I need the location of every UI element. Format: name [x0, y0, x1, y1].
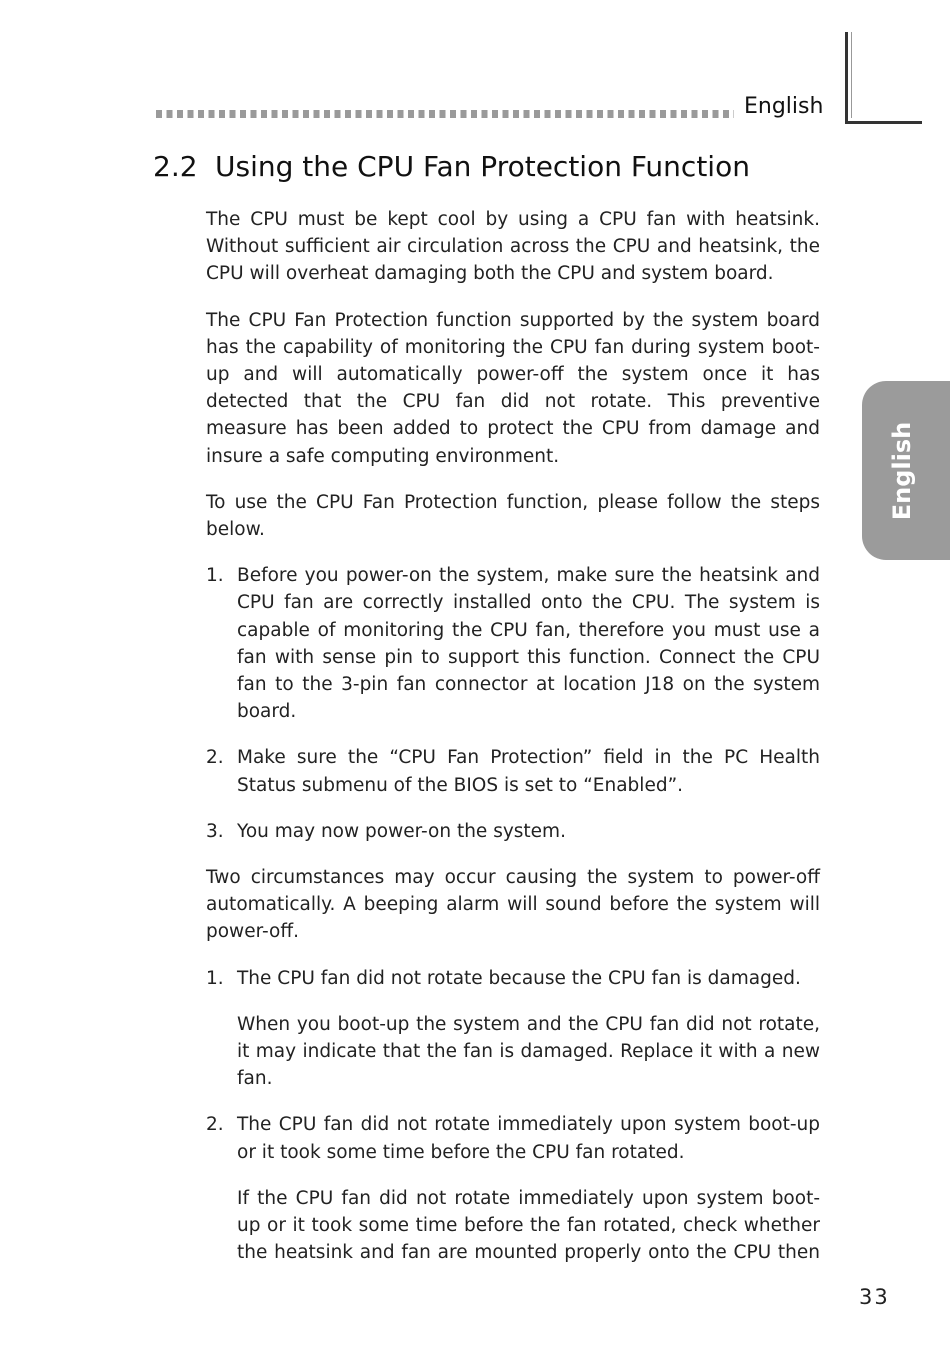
header-dotted-rule — [156, 110, 734, 118]
page-number: 33 — [859, 1285, 890, 1309]
circumstance-item — [206, 965, 820, 992]
step-text: Make sure the “CPU Fan Protection” field in the PC Health Status submenu of the BIOS is set to “Enabled”. — [237, 747, 820, 796]
circumstance-number: 1. — [206, 967, 224, 989]
step-item — [206, 818, 820, 845]
paragraph: To use the CPU Fan Protection function, please follow the steps below. — [206, 491, 820, 541]
corner-mark-vertical — [845, 32, 848, 124]
circumstance-number: 2. — [206, 1114, 224, 1136]
step-number: 1. — [206, 565, 224, 587]
circumstance-text: The CPU fan did not rotate immediately upon system boot-up or it took some time before the CPU fan rotated. — [237, 1114, 820, 1163]
paragraph: The CPU must be kept cool by using a CPU fan with heatsink. Without sufficient air circulation across the CPU and heatsink, the CPU will overheat damaging both the CPU and system board. — [206, 209, 820, 285]
circumstances-intro: Two circumstances may occur causing the system to power-off automatically. A beeping alarm will sound before the system will power-off. — [206, 867, 820, 943]
step-text: Before you power-on the system, make sure the heatsink and CPU fan are correctly installed onto the CPU. The system is capable of monitoring the CPU fan, therefore you must use a fan with sense pin to support this function. Connect the CPU fan to the 3-pin fan connector at location J18 on the system board. — [237, 565, 820, 723]
step-text: You may now power-on the system. — [237, 820, 566, 842]
paragraph: The CPU Fan Protection function supported by the system board has the capability of monitoring the CPU fan during system boot-up and will automatically power-off the system once it has detected that the CPU fan did not rotate. This preventive measure has been added to protect the CPU from damage and insure a safe computing environment. — [206, 309, 820, 467]
language-side-tab — [862, 381, 950, 560]
circumstance-detail: When you boot-up the system and the CPU fan did not rotate, it may indicate that the fan is damaged. Replace it with a new fan. — [237, 1013, 820, 1090]
section-title: Using the CPU Fan Protection Function — [215, 150, 750, 183]
circumstance-text: The CPU fan did not rotate because the CPU fan is damaged. — [237, 967, 801, 989]
body-content — [206, 206, 820, 1286]
side-tab-label: English — [888, 421, 916, 520]
step-item — [206, 744, 820, 798]
circumstance-detail: If the CPU fan did not rotate immediately upon system boot-up or it took some time before the fan rotated, check whether the heatsink and fan are mounted properly onto the CPU then — [237, 1187, 820, 1264]
corner-mark-inner — [851, 32, 852, 118]
step-number: 3. — [206, 820, 224, 842]
circumstance-item — [206, 1111, 820, 1165]
section-heading — [153, 150, 750, 183]
corner-mark-horizontal — [845, 121, 922, 124]
step-item — [206, 562, 820, 725]
section-number: 2.2 — [153, 150, 198, 183]
header-language-label: English — [744, 94, 824, 119]
step-number: 2. — [206, 747, 224, 769]
